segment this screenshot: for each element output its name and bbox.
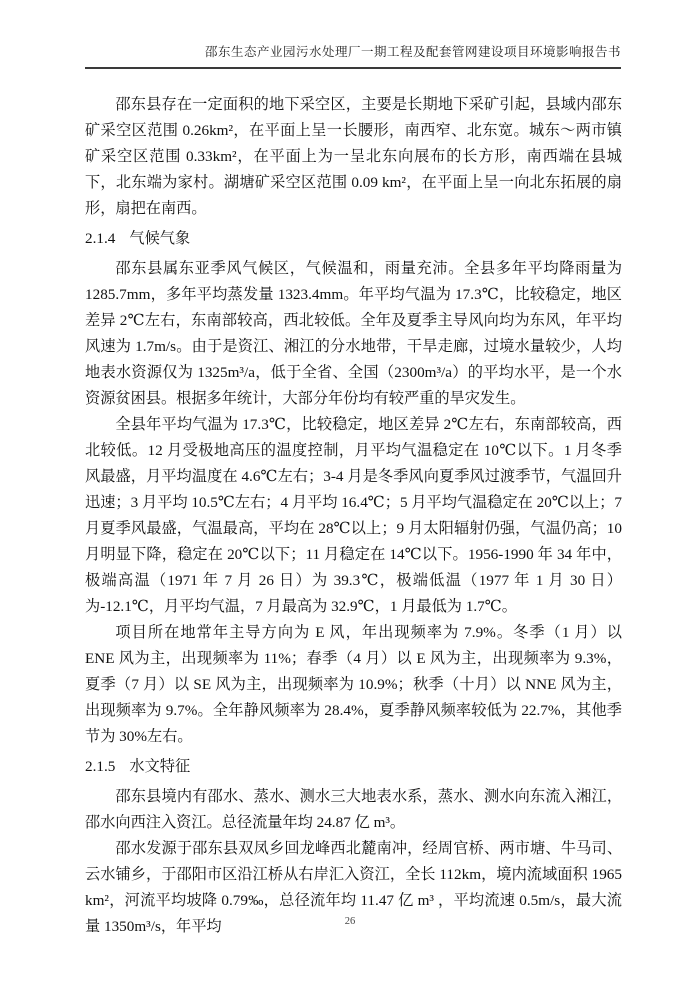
paragraph-mining-subsidence: 邵东县存在一定面积的地下采空区，主要是长期地下采矿引起，县域内邵东矿采空区范围 0.26km²，在平面上呈一长腰形，南西窄、北东宽。城东～两市镇矿采空区范围 0.33km²，在平面上为一呈北东向展布的长方形，南西端在县城下，北东端为家村。湖塘矿采空区范围 0.09 km²，在平面上呈一向北东拓展的扇形，扇把在南西。 [85, 96, 622, 217]
page-header-title: 邵东生态产业园污水处理厂一期工程及配套管网建设项目环境影响报告书 [85, 42, 621, 69]
paragraph-river-systems: 邵东县境内有邵水、蒸水、测水三大地表水系，蒸水、测水向东流入湘江，邵水向西注入资江。总径流量年均 24.87 亿 m³。 [85, 788, 622, 831]
document-body [85, 92, 622, 940]
section-title: 水文特征 [129, 758, 191, 775]
section-number: 2.1.5 [85, 758, 116, 775]
paragraph-temperature-detail: 全县年平均气温为 17.3℃，比较稳定，地区差异 2℃左右，东南部较高，西北较低。12 月受极地高压的温度控制，月平均气温稳定在 10℃以下。1 月冬季风最盛，月平均温度在 4.6℃左右；3-4 月是冬季风向夏季风过渡季节，气温回升迅速；3 月平均 10.5℃左右；4 月平均 16.4℃；5 月平均气温稳定在 20℃以上；7 月夏季风最盛，气温最高，平均在 28℃以上；9 月太阳辐射仍强，气温仍高；10 月明显下降，稳定在 20℃以下；11 月稳定在 14℃以下。1956-1990 年 34 年中，极端高温（1971 年 7 月 26 日）为 39.3℃，极端低温（1977 年 1 月 30 日）为-12.1℃，月平均气温，7 月最高为 32.9℃，1 月最低为 1.7℃。 [85, 416, 622, 615]
paragraph-wind-frequency: 项目所在地常年主导方向为 E 风，年出现频率为 7.9%。冬季（1 月）以 ENE 风为主，出现频率为 11%；春季（4 月）以 E 风为主，出现频率为 9.3%，夏季（7 月）以 SE 风为主，出现频率为 10.9%；秋季（十月）以 NNE 风为主，出现频率为 9.7%。全年静风频率为 28.4%，夏季静风频率较低为 22.7%，其他季节为 30%左右。 [85, 624, 622, 745]
section-heading-2-1-5 [85, 754, 622, 780]
paragraph-shaoshui-river: 邵水发源于邵东县双凤乡回龙峰西北麓南冲，经周官桥、两市塘、牛马司、云水铺乡，于邵阳市区沿江桥从右岸汇入资江，全长 112km，境内流域面积 1965 km²，河流平均坡降 0.79‰，总径流年均 11.47 亿 m³ ，平均流速 0.5m/s，最大流量 1350m³/s，年平均 [85, 840, 622, 935]
page-number: 26 [344, 916, 356, 927]
paragraph-climate-overview: 邵东县属东亚季风气候区，气候温和，雨量充沛。全县多年平均降雨量为 1285.7mm，多年平均蒸发量 1323.4mm。年平均气温为 17.3℃，比较稳定，地区差异 2℃左右，东南部较高，西北较低。全年及夏季主导风向均为东风，年平均风速为 1.7m/s。由于是资江、湘江的分水地带，干旱走廊，过境水量较少，人均地表水资源仅为 1325m³/a，低于全省、全国（2300m³/a）的平均水平，是一个水资源贫困县。根据多年统计，大部分年份均有较严重的旱灾发生。 [85, 260, 622, 407]
section-heading-2-1-4 [85, 226, 622, 252]
section-number: 2.1.4 [85, 230, 116, 247]
section-title: 气候气象 [129, 230, 191, 247]
